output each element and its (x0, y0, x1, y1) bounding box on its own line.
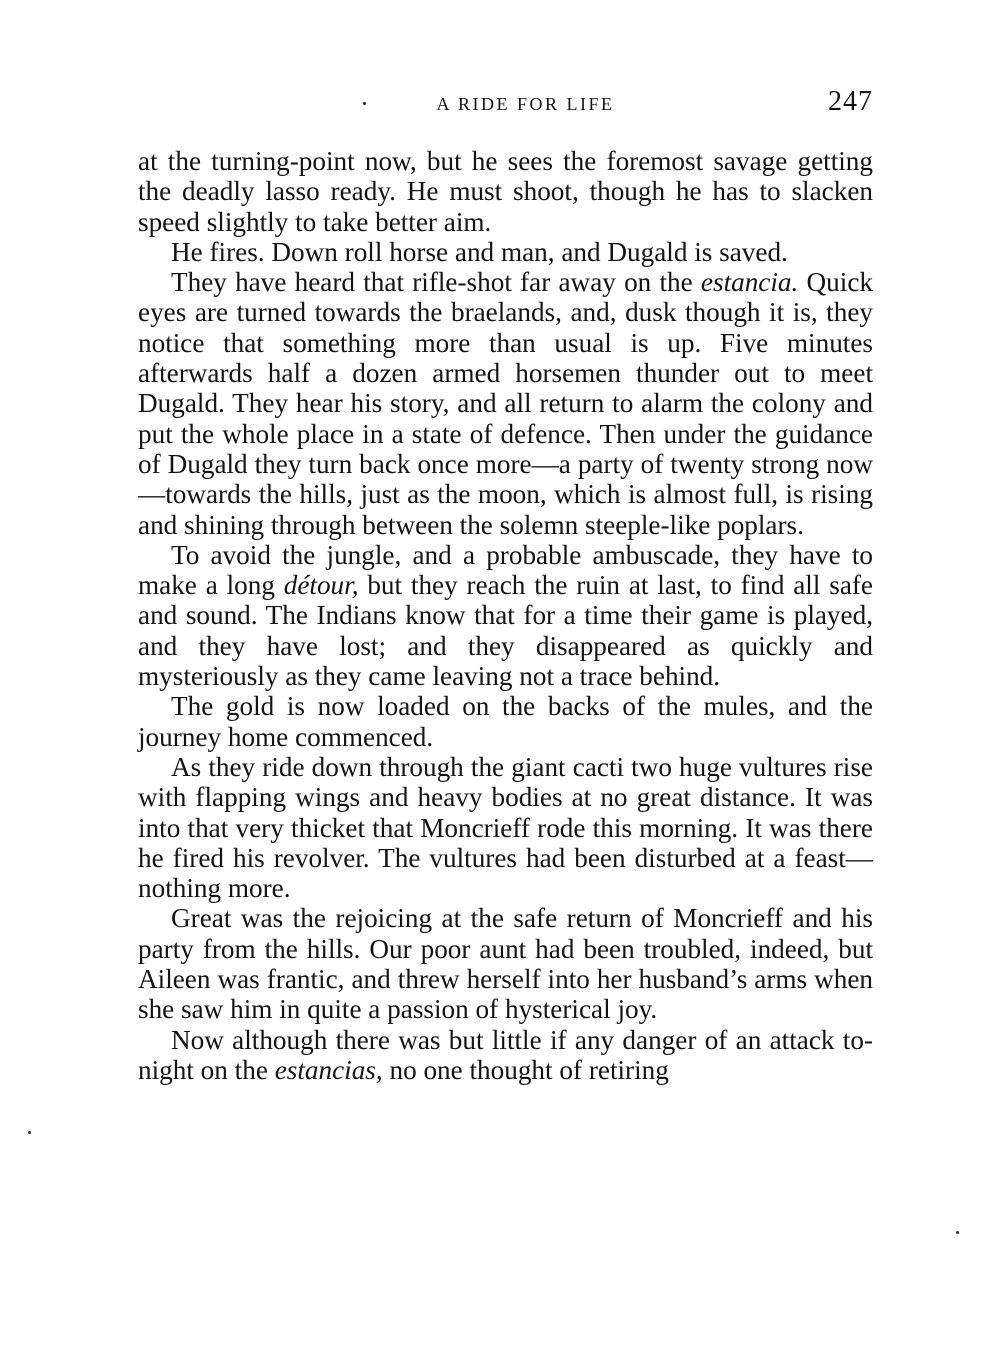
paragraph (138, 1025, 873, 1086)
paragraph (138, 752, 873, 903)
text-run: at the turning-point now, but he sees the foremost savage getting the deadly lasso ready. He must shoot, though he has to slacken speed slightly to take better aim. (138, 146, 873, 237)
text-run: no one thought of retiring (382, 1054, 669, 1085)
print-speck (956, 1231, 959, 1234)
body-text (138, 146, 873, 1085)
text-run: Quick eyes are turned towards the braelands, and, dusk though it is, they notice that something more than usual is up. Five minutes afterwards half a dozen armed horsemen thunder out to meet Dugald. They hear his story, and all return to alarm the colony and put the whole place in a state of defence. Then under the guidance of Dugald they turn back once more—a party of twenty strong now—towards the hills, just as the moon, which is almost full, is rising and shining through between the solemn steeple-like poplars. (138, 267, 873, 540)
text-run: To avoid the jungle, and a probable ambuscade, they have to make a long (138, 539, 873, 601)
italic-text: estancia. (700, 267, 799, 298)
text-run: but they reach the ruin at last, to find all safe and sound. The Indians know that for a time their game is played, and they have lost; and they disappeared as quickly and mysteriously as they came leaving not a trace behind. (138, 570, 874, 692)
page-number: 247 (828, 86, 873, 117)
text-run: They have heard that rifle-shot far away on the (171, 267, 701, 298)
print-speck (28, 1131, 31, 1134)
text-run: Great was the rejoicing at the safe return of Moncrieff and his party from the hills. Our poor aunt had been troubled, indeed, but Aileen was frantic, and threw herself into her husband’s arms when she saw him in quite a passion of hysterical joy. (138, 903, 873, 1025)
text-run: He fires. Down roll horse and man, and Dugald is saved. (171, 236, 788, 267)
paragraph (138, 903, 873, 1024)
paragraph (138, 146, 873, 237)
paragraph (138, 267, 873, 540)
chapter-running-title: A RIDE FOR LIFE (436, 94, 615, 114)
text-run: As they ride down through the giant cacti two huge vultures rise with flapping wings and heavy bodies at no great distance. It was into that very thicket that Moncrieff rode this morning. It was there he fired his revolver. The vultures had been disturbed at a feast—nothing more. (138, 751, 873, 904)
paragraph (138, 691, 873, 752)
paragraph (138, 540, 873, 691)
running-head (138, 86, 873, 120)
text-run: The gold is now loaded on the backs of the mules, and the journey home commenced. (138, 691, 873, 752)
paragraph (138, 237, 873, 267)
text-run: Now although there was but little if any danger of an attack to-night on the (138, 1024, 873, 1085)
italic-text: estancias, (274, 1054, 383, 1085)
italic-text: détour, (283, 570, 359, 601)
